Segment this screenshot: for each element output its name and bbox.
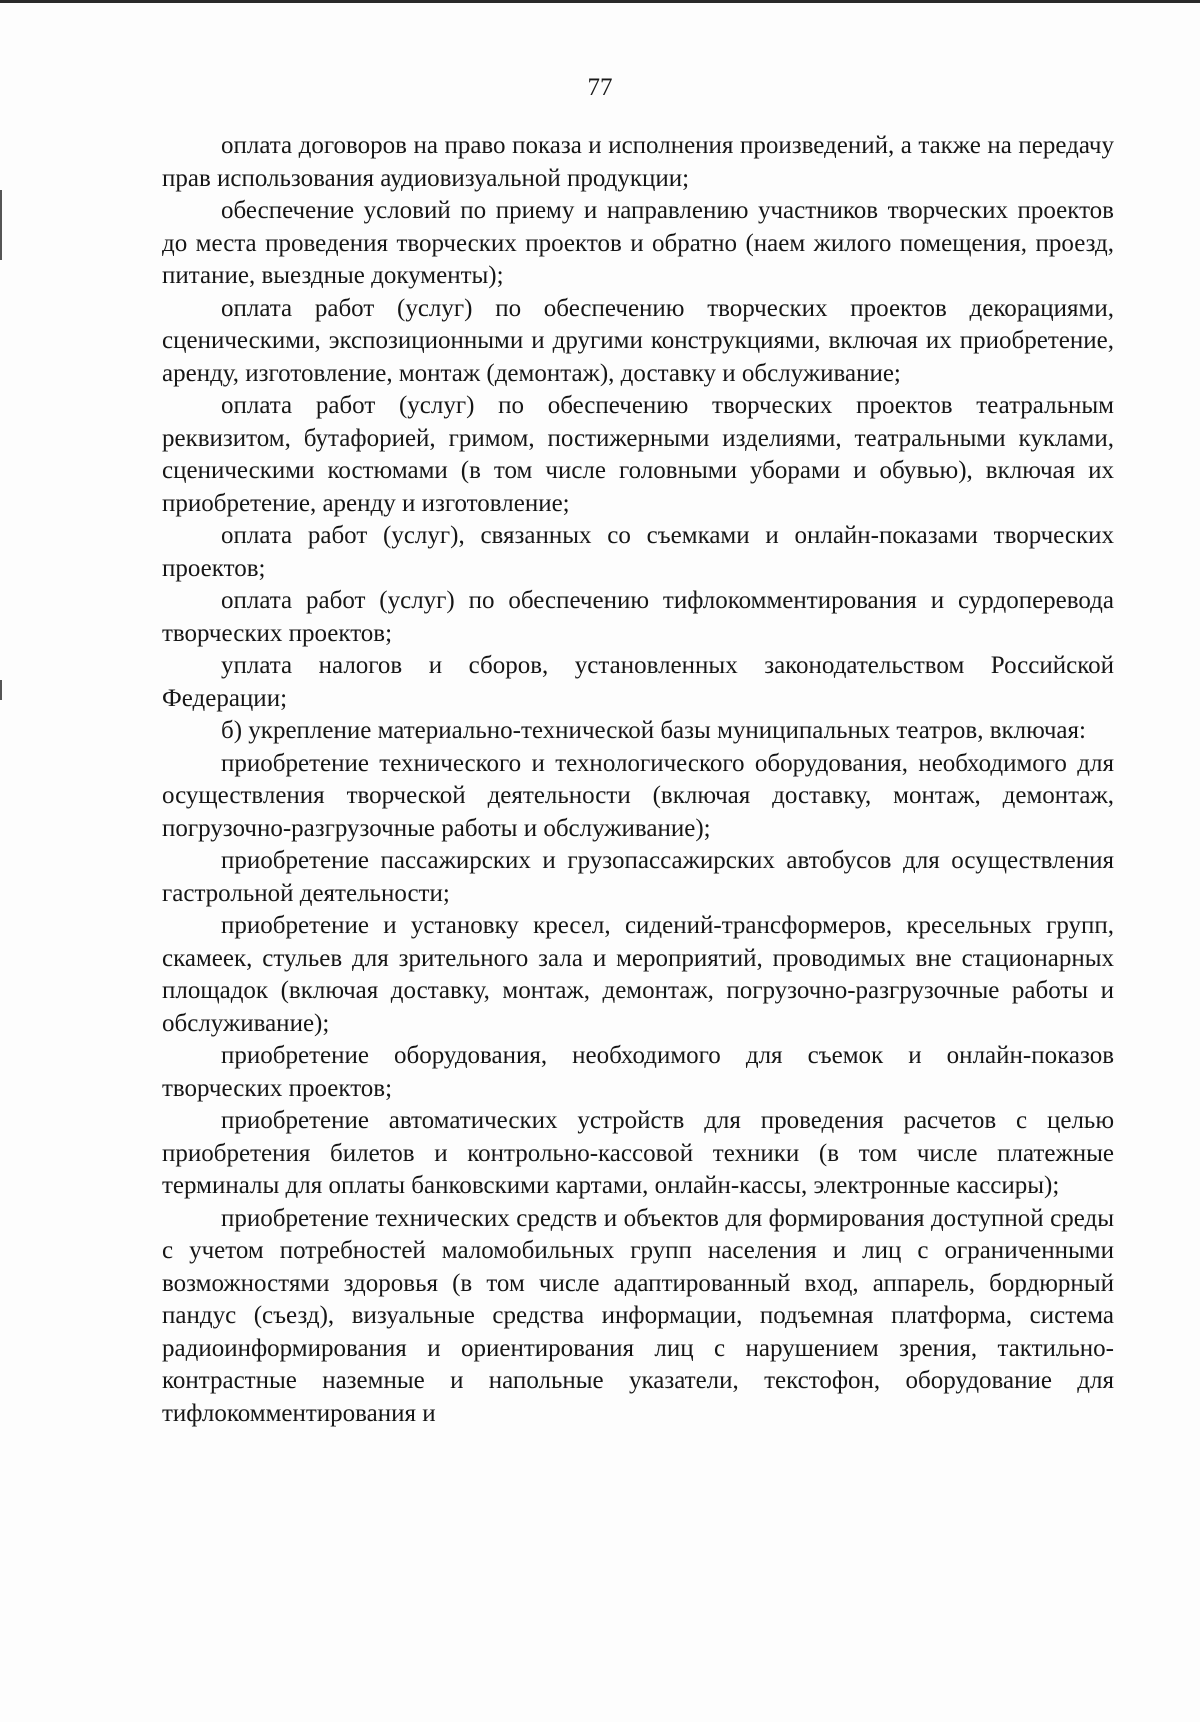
paragraph: б) укрепление материально-технической базы муниципальных театров, включая:	[221, 717, 1086, 744]
paragraph: приобретение оборудования, необходимого для съемок и онлайн-показов творческих проектов;	[162, 1042, 1114, 1102]
scan-edge-line	[0, 0, 1200, 3]
paragraph: оплата договоров на право показа и исполнения произведений, а также на передачу прав использования аудиовизуальной продукции;	[162, 132, 1114, 192]
paragraph: уплата налогов и сборов, установленных законодательством Российской Федерации;	[162, 652, 1114, 712]
paragraph: оплата работ (услуг) по обеспечению творческих проектов театральным реквизитом, бутафорией, гримом, постижерными изделиями, театральными куклами, сценическими костюмами (в том числе головными уборами и обувью), включая их приобретение, аренду и изготовление;	[162, 392, 1114, 517]
paragraph: оплата работ (услуг), связанных со съемками и онлайн-показами творческих проектов;	[162, 522, 1114, 582]
scan-margin-mark	[0, 190, 2, 260]
paragraph: оплата работ (услуг) по обеспечению тифлокомментирования и сурдоперевода творческих проектов;	[162, 587, 1114, 647]
paragraph: приобретение технических средств и объектов для формирования доступной среды с учетом потребностей маломобильных групп населения и лиц с ограниченными возможностями здоровья (в том числе адаптированный вход, аппарель, бордюрный пандус (съезд), визуальные средства информации, подъемная платформа, система радиоинформирования и ориентирования лиц с нарушением зрения, тактильно-контрастные наземные и напольные указатели, текстофон, оборудование для тифлокомментирования и	[162, 1204, 1114, 1427]
page-number: 77	[587, 74, 613, 101]
document-body	[162, 130, 1114, 1430]
paragraph: приобретение и установку кресел, сидений-трансформеров, кресельных групп, скамеек, стульев для зрительного зала и мероприятий, проводимых вне стационарных площадок (включая доставку, монтаж, демонтаж, погрузочно-разгрузочные работы и обслуживание);	[162, 912, 1114, 1037]
paragraph: оплата работ (услуг) по обеспечению творческих проектов декорациями, сценическими, экспозиционными и другими конструкциями, включая их приобретение, аренду, изготовление, монтаж (демонтаж), доставку и обслуживание;	[162, 294, 1114, 387]
paragraph: приобретение автоматических устройств для проведения расчетов с целью приобретения билетов и контрольно-кассовой техники (в том числе платежные терминалы для оплаты банковскими картами, онлайн-кассы, электронные кассиры);	[162, 1107, 1114, 1199]
paragraph: приобретение пассажирских и грузопассажирских автобусов для осуществления гастрольной деятельности;	[162, 847, 1114, 907]
scan-margin-mark	[0, 680, 2, 700]
paragraph: обеспечение условий по приему и направлению участников творческих проектов до места проведения творческих проектов и обратно (наем жилого помещения, проезд, питание, выездные документы);	[162, 197, 1114, 289]
paragraph: приобретение технического и технологического оборудования, необходимого для осуществления творческой деятельности (включая доставку, монтаж, демонтаж, погрузочно-разгрузочные работы и обслуживание);	[162, 749, 1114, 842]
